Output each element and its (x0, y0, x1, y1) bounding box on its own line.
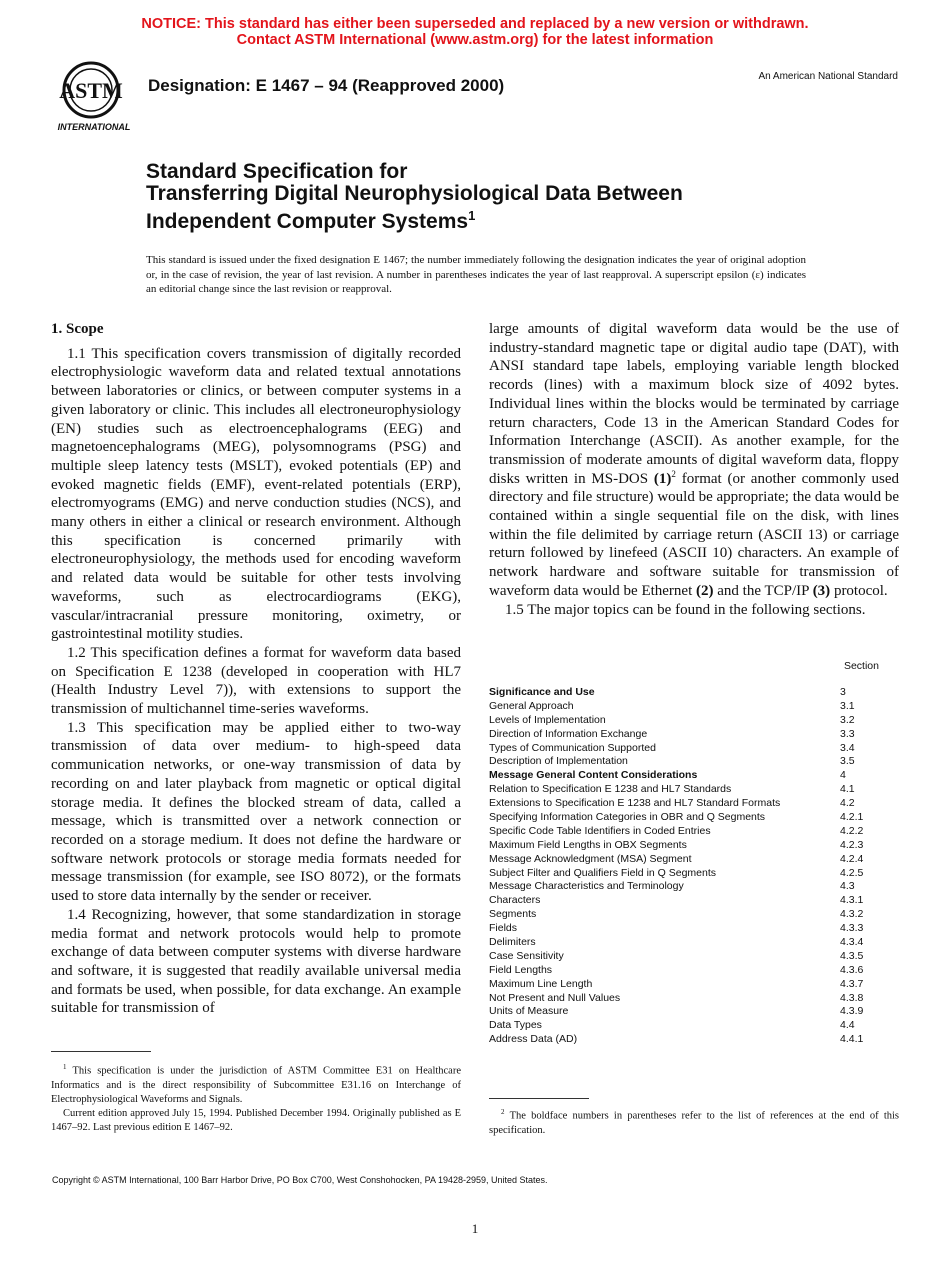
topic-section-number: 4.3.4 (840, 936, 864, 949)
footnote-1 (51, 1060, 461, 1107)
title-footnote-mark: 1 (468, 208, 476, 223)
footnote-2-text: The boldface numbers in parentheses refer to the list of references at the end of this specification. (489, 1110, 899, 1136)
topic-section-number: 3 (840, 686, 846, 698)
national-standard-label: An American National Standard (758, 71, 898, 82)
footnote-2-label: 2 (501, 1108, 505, 1116)
topic-section-number: 4.3.6 (840, 963, 864, 976)
topic-row (489, 742, 899, 756)
topic-row (489, 867, 899, 881)
footnotes-left (51, 1051, 461, 1135)
title-line-3 (146, 205, 846, 233)
title-line-1: Standard Specification for (146, 160, 408, 183)
topic-title: Extensions to Specification E 1238 and HL7 Standard Formats (489, 797, 781, 810)
astm-logo-icon (53, 60, 135, 136)
topic-section-number: 4.2.2 (840, 824, 864, 837)
notice-line-2: Contact ASTM International (www.astm.org) for the latest information (236, 32, 714, 48)
topic-row (489, 811, 899, 825)
topic-title: Characters (489, 894, 541, 907)
topic-section-number: 4.3.5 (840, 949, 864, 962)
para-1-4-text-b: format (or another commonly used directory and file structure) would be appropriate; the data would be contained within a single sequential file on the disk, with lines within the file delimited by carriage return (ASCII 13) or carriage return followed by linefeed (ASCII 10) characters. An example of network hardware and software suitable for transmission of waveform data would be Ethernet (489, 470, 900, 599)
topic-title: Levels of Implementation (489, 713, 606, 726)
topic-title: Field Lengths (489, 963, 553, 976)
topic-row (489, 1005, 899, 1019)
topic-row (489, 922, 899, 936)
topic-row (489, 853, 899, 867)
topic-title: Data Types (489, 1019, 542, 1032)
topic-title: Maximum Line Length (489, 977, 593, 990)
topic-title: Message General Content Considerations (489, 769, 698, 782)
footnote-2-mark: 2 (671, 468, 676, 479)
topic-section-number: 3.2 (840, 713, 855, 726)
topic-title: Types of Communication Supported (489, 741, 656, 754)
page-number: 1 (471, 1221, 479, 1236)
topic-title: Specific Code Table Identifiers in Coded Entries (489, 824, 711, 837)
logo-caption: INTERNATIONAL (57, 122, 131, 132)
topic-row (489, 797, 899, 811)
topic-section-number: 4.2.1 (840, 811, 864, 824)
topic-row (489, 825, 899, 839)
topic-row (489, 686, 899, 700)
topic-row (489, 714, 899, 728)
paragraph-1-4-continued (489, 320, 899, 601)
topic-section-number: 4.3.2 (840, 908, 864, 921)
para-1-4-text-a: large amounts of digital waveform data would be the use of industry-standard magnetic tape or digital audio tape (DAT), with ANSI standard tape labels, employing variable length blocked records (lines) with a maximum block size of 4092 bytes. Individual lines within the blocks would be terminated by carriage return characters, Code 13 in the American Standard Codes for Information Interchange (ASCII). As another example, for the transmission of moderate amounts of digital waveform data, floppy disks written in MS-DOS (489, 321, 899, 487)
topic-section-number: 3.3 (840, 727, 855, 740)
topic-section-number: 4.4.1 (840, 1033, 864, 1046)
topic-row (489, 894, 899, 908)
topic-title: Subject Filter and Qualifiers Field in Q Segments (489, 866, 717, 879)
right-column (489, 320, 899, 619)
title-line-3-text: Independent Computer Systems (146, 210, 469, 233)
topic-section-number: 4.3.3 (840, 922, 864, 935)
topic-section-number: 4.3.9 (840, 1005, 864, 1018)
topic-title: Message Characteristics and Terminology (489, 880, 684, 893)
topic-row (489, 908, 899, 922)
topic-row (489, 936, 899, 950)
topic-row (489, 755, 899, 769)
footnote-1-current-edition: Current edition approved July 15, 1994. Published December 1994. Originally published as E 1467–92. Last previous edition E 1467–92. (51, 1107, 461, 1133)
topic-section-number: 3.4 (840, 741, 855, 754)
topic-section-number: 4.3 (840, 880, 855, 893)
topic-title: Fields (489, 922, 518, 935)
notice-line-1: NOTICE: This standard has either been superseded and replaced by a new version or withdrawn. (141, 16, 809, 32)
astm-logo (53, 60, 135, 136)
topic-row (489, 880, 899, 894)
para-1-4-text-c: and the TCP/IP (717, 582, 809, 599)
section-heading-scope: 1. Scope (51, 321, 104, 337)
topic-row (489, 992, 899, 1006)
topic-title: Delimiters (489, 936, 536, 949)
footnote-divider (489, 1098, 589, 1099)
footnotes-right (489, 1098, 899, 1138)
topic-row (489, 1019, 899, 1033)
topic-section-number: 4 (840, 769, 846, 782)
topic-row (489, 783, 899, 797)
paragraph-1-2: 1.2 This specification defines a format for waveform data based on Specification E 1238 (developed in cooperation with HL7 (Health Industry Level 7)), with extensions to support the transmission of multichannel time-series waveforms. (51, 644, 461, 718)
footnote-1-text: This specification is under the jurisdiction of ASTM Committee E31 on Healthcare Informatics and is the direct responsibility of Subcommittee E31.16 on Interchange of Electrophysiological Waveforms and Signals. (51, 1065, 462, 1105)
topic-section-number: 4.3.1 (840, 894, 864, 907)
paragraph-1-5: 1.5 The major topics can be found in the following sections. (505, 601, 866, 618)
topic-section-number: 4.2.4 (840, 852, 864, 865)
topic-row (489, 728, 899, 742)
topic-title: Address Data (AD) (489, 1033, 578, 1046)
topic-row (489, 769, 899, 783)
topic-title: Segments (489, 908, 537, 921)
topic-row (489, 950, 899, 964)
document-title (146, 161, 846, 233)
topic-section-number: 4.2 (840, 797, 855, 810)
reference-3-link[interactable]: (3) (812, 582, 831, 599)
topic-row (489, 700, 899, 714)
footnote-2 (489, 1105, 899, 1138)
topic-row (489, 839, 899, 853)
left-column (51, 320, 461, 1018)
footnote-divider (51, 1051, 151, 1052)
topic-section-number: 4.3.8 (840, 991, 864, 1004)
topic-row (489, 978, 899, 992)
topic-section-number: 4.2.5 (840, 866, 864, 879)
topic-section-number: 3.5 (840, 755, 855, 768)
topic-title: Units of Measure (489, 1005, 569, 1018)
section-column-header: Section (843, 660, 879, 672)
footnote-1-mark: 1 (63, 1063, 67, 1071)
topic-title: General Approach (489, 699, 574, 712)
topics-list (489, 686, 899, 1047)
topic-row (489, 964, 899, 978)
logo-text: ASTM (59, 78, 123, 103)
topic-title: Relation to Specification E 1238 and HL7 Standards (489, 783, 732, 796)
topic-title: Message Acknowledgment (MSA) Segment (489, 852, 692, 865)
reference-2-link[interactable]: (2) (696, 582, 714, 599)
topic-title: Case Sensitivity (489, 949, 564, 962)
intro-paragraph: This standard is issued under the fixed designation E 1467; the number immediately following the designation indicates the year of original adoption or, in the case of revision, the year of last revision. A number in parentheses indicates the year of last reapproval. A superscript epsilon (ε) indicates an editorial change since the last revision or reapproval. (146, 254, 806, 295)
topic-title: Specifying Information Categories in OBR and Q Segments (489, 811, 766, 824)
topics-table (489, 660, 899, 1047)
paragraph-1-1: 1.1 This specification covers transmission of digitally recorded electrophysiologic waveform data and related textual annotations between laboratories or clinics, or between computer systems in a given laboratory or clinic. This includes all electroneurophysiology (EN) studies such as electroencephalograms (EEG) and magnetoencephalograms (MEG), polysomnograms (PSG) and multiple sleep latency tests (MSLT), evoked potentials (EP) and evoked magnetic fields (EMF), event-related potentials (ERP), electromyograms (EMG) and nerve conduction studies (NCS), and many others in either a clinical or research environment. Although this specification is concerned primarily with electroneurophysiology, the methods used for encoding waveform and related data would be suitable for other tests involving waveforms, such as electrocardiograms (EKG), vascular/intracranial pressure monitoring, oximetry, or gastrointestinal motility studies. (51, 345, 461, 643)
withdrawal-notice (0, 16, 950, 48)
topic-section-number: 4.1 (840, 783, 855, 796)
designation: Designation: E 1467 – 94 (Reapproved 2000) (148, 76, 505, 95)
topic-section-number: 4.2.3 (840, 838, 864, 851)
topic-title: Maximum Field Lengths in OBX Segments (489, 838, 687, 851)
topic-section-number: 4.4 (840, 1019, 855, 1032)
para-1-4-text-d: protocol. (833, 582, 888, 599)
topic-title: Direction of Information Exchange (489, 727, 648, 740)
paragraph-1-3: 1.3 This specification may be applied either to two-way transmission of data over medium- to high-speed data communication networks, or one-way transmission of data by recording on and later playback from magnetic or optical digital storage media. It defines the blocked stream of data, called a message, which is transmitted over a network connection or recorded on a storage medium. It does not define the hardware or software network protocols or storage media formats needed for message transmission (for example, see ISO 8072), or the formats used to store data internally by the sender or receiver. (51, 719, 461, 905)
copyright-notice: Copyright © ASTM International, 100 Barr Harbor Drive, PO Box C700, West Conshohocken, PA 19428-2959, United States. (52, 1175, 548, 1185)
title-line-2: Transferring Digital Neurophysiological Data Between (146, 182, 683, 205)
paragraph-1-4-start: 1.4 Recognizing, however, that some standardization in storage media format and network protocols would help to promote exchange of data between computer systems with diverse hardware and software, it is suggested that readily available universal media and formats be used, when possible, for data exchange. An example suitable for transmission of (51, 906, 461, 1017)
topic-section-number: 4.3.7 (840, 977, 864, 990)
topic-title: Description of Implementation (489, 755, 628, 768)
reference-1-link[interactable]: (1) (653, 470, 672, 487)
topic-section-number: 3.1 (840, 699, 855, 712)
topic-title: Not Present and Null Values (489, 991, 621, 1004)
topic-title: Significance and Use (489, 686, 595, 698)
topic-row (489, 1033, 899, 1047)
